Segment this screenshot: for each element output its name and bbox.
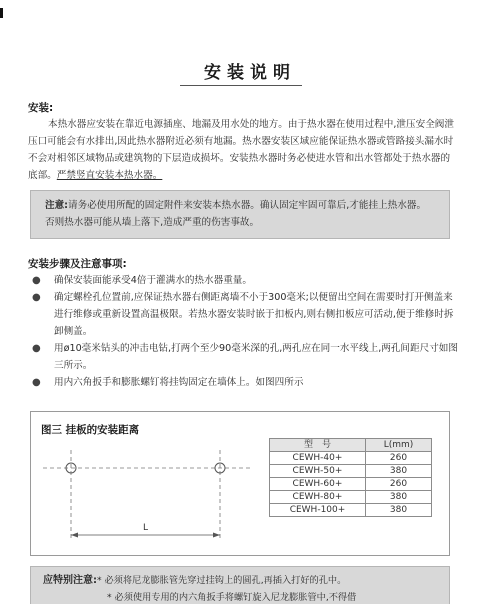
steps-heading: 安装步骤及注意事项: [28, 258, 127, 270]
arrow-right-icon [213, 533, 220, 538]
page-title: 安装说明 [204, 63, 296, 83]
table-row [270, 491, 432, 504]
warning-text-1: * 必须将尼龙膨胀管先穿过挂钩上的圆孔,再插入打好的孔中。 [97, 575, 347, 586]
install-paragraph [28, 116, 456, 184]
table-row [270, 452, 432, 465]
column-header-length: L(mm) [366, 439, 432, 452]
arrow-left-icon [71, 533, 78, 538]
table-cell: CEWH-80+ [270, 491, 366, 504]
note-label: 注意: [45, 200, 69, 211]
list-item [30, 374, 460, 391]
install-emphasis: 严禁竖直安装本热水器。 [56, 170, 163, 181]
column-header-model: 型 号 [270, 439, 366, 452]
table-row [270, 504, 432, 517]
table-cell: 380 [366, 504, 432, 517]
list-item-text: 确定螺栓孔位置前,应保证热水器右侧距离墙不小于300毫米;以便留出空间在需要时打开侧盖来进行维修或重新设置高温极限。若热水器安装时嵌于扣板内,则右侧扣板应可活动,便于维修时拆卸侧盖。 [54, 292, 454, 337]
bullet-icon: ● [32, 377, 41, 388]
dimension-label: L [143, 523, 149, 533]
install-paragraph-text: 本热水器应安装在靠近电源插座、地漏及用水处的地方。由于热水器在使用过程中,泄压安全阀泄压口可能会有水排出,因此热水器附近必须有地漏。热水器安装区域应能保证热水器或管路接头漏水时不会对相邻区域物品或建筑物的下层造成损坏。安装热水器时务必使进水管和出水管都处于热水器的底部。 [28, 119, 454, 181]
title-underline [180, 85, 302, 86]
table-row [270, 465, 432, 478]
table-cell: 260 [366, 452, 432, 465]
warning-box [30, 566, 450, 604]
list-item-text: 用ø10毫米钻头的冲击电钻,打两个至少90毫米深的孔,两孔应在同一水平线上,两孔间距尺寸如图三所示。 [54, 343, 458, 371]
figure-box [30, 411, 450, 556]
model-spec-table [269, 438, 432, 517]
table-header-row [270, 439, 432, 452]
table-cell: CEWH-60+ [270, 478, 366, 491]
warning-line-1 [43, 572, 437, 589]
table-cell: CEWH-40+ [270, 452, 366, 465]
warning-line-2 [43, 589, 437, 604]
table-cell: CEWH-100+ [270, 504, 366, 517]
warning-label: 应特别注意: [43, 575, 97, 586]
list-item [30, 340, 460, 374]
corner-crop-mark [0, 8, 3, 18]
warning-text-2: * 必须使用专用的内六角扳手将螺钉旋入尼龙膨胀管中,不得借 [107, 592, 357, 603]
table-row [270, 478, 432, 491]
bullet-icon: ● [32, 275, 41, 286]
table-cell: CEWH-50+ [270, 465, 366, 478]
table-cell: 380 [366, 465, 432, 478]
list-item-text: 用内六角扳手和膨胀螺钉将挂钩固定在墙体上。如图四所示 [54, 377, 304, 388]
note-box [30, 190, 450, 239]
steps-list [30, 272, 460, 391]
figure-title: 图三 挂板的安装距离 [41, 424, 140, 436]
bullet-icon: ● [32, 292, 41, 303]
table-cell: 260 [366, 478, 432, 491]
bullet-icon: ● [32, 343, 41, 354]
install-heading: 安装: [28, 102, 54, 114]
list-item [30, 289, 460, 340]
table-cell: 380 [366, 491, 432, 504]
list-item-text: 确保安装面能承受4倍于灌满水的热水器重量。 [54, 275, 252, 286]
note-text: 请务必使用所配的固定附件来安装本热水器。确认固定牢固可靠后,才能挂上热水器。否则热水器可能从墙上落下,造成严重的伤害事故。 [45, 200, 427, 228]
list-item [30, 272, 460, 289]
